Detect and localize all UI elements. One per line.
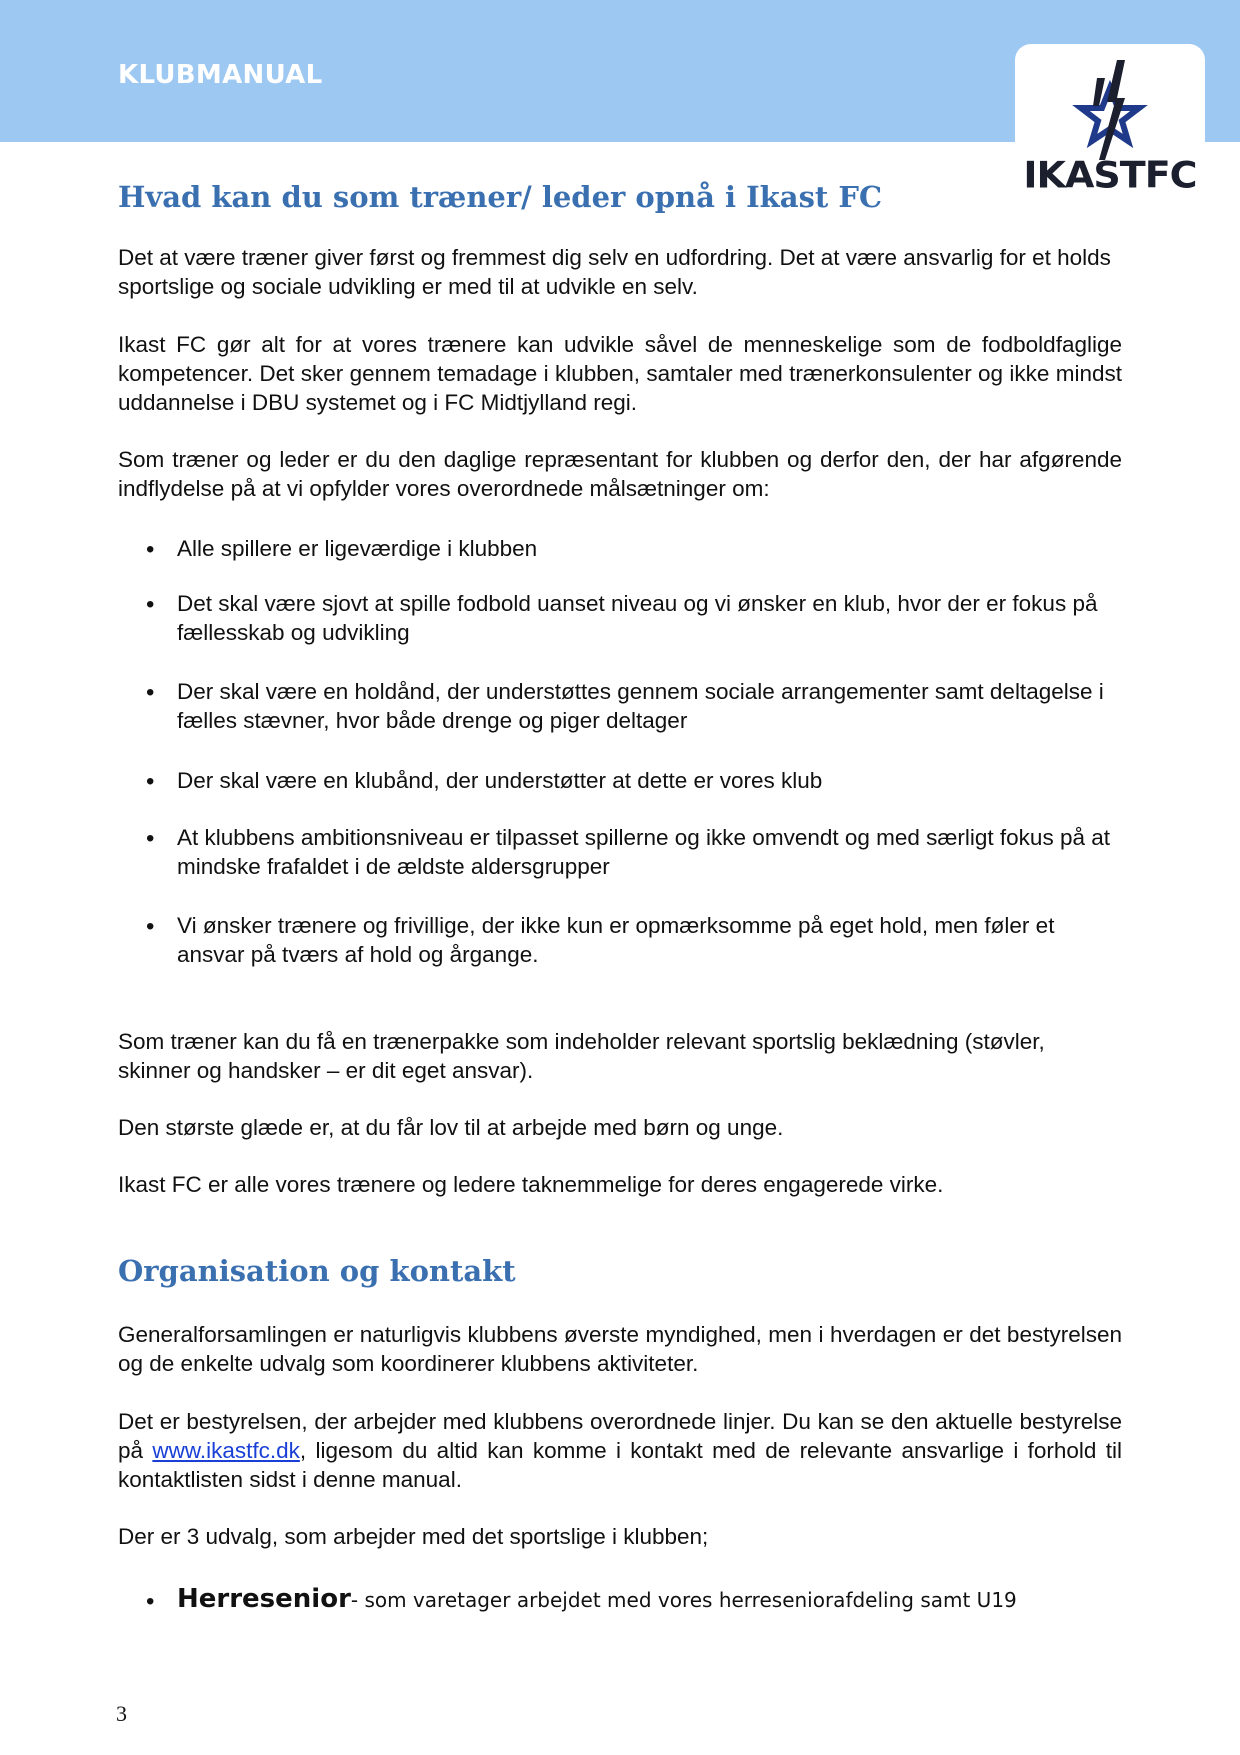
paragraph-general-assembly: Generalforsamlingen er naturligvis klubbens øverste myndighed, men i hverdagen er det bestyrelsen og de enkelte udvalg som koordinerer klubbens aktiviteter. bbox=[118, 1322, 1122, 1376]
committee-name: Herresenior bbox=[177, 1584, 351, 1614]
website-link[interactable]: www.ikastfc.dk bbox=[152, 1437, 300, 1463]
list-item: Det skal være sjovt at spille fodbold uanset niveau og vi ønsker en klub, hvor der er fokus på fællesskab og udvikling bbox=[177, 591, 1098, 645]
paragraph-thanks: Ikast FC er alle vores trænere og ledere taknemmelige for deres engagerede virke. bbox=[118, 1172, 944, 1197]
list-item: Vi ønsker trænere og frivillige, der ikke kun er opmærksomme på eget hold, men føler et ansvar på tværs af hold og årgange. bbox=[177, 913, 1055, 967]
paragraph-development: Ikast FC gør alt for at vores trænere kan udvikle såvel de menneskelige som de fodboldfaglige kompetencer. Det sker gennem temadage i klubben, samtaler med trænerkonsulenter og ikke mindst uddannelse i DBU systemet og i FC Midtjylland regi. bbox=[118, 332, 1122, 415]
bullet-marker: • bbox=[146, 825, 155, 852]
paragraph-joy: Den største glæde er, at du får lov til at arbejde med børn og unge. bbox=[118, 1115, 784, 1140]
committee-description: - som varetager arbejdet med vores herreseniorafdeling samt U19 bbox=[350, 1588, 1017, 1612]
bullet-marker: • bbox=[146, 591, 155, 618]
club-logo bbox=[1015, 44, 1205, 219]
star-emblem-icon bbox=[1055, 58, 1165, 162]
board-text-end: , ligesom du altid kan komme i kontakt med de relevante ansvarlige i forhold til kontaktlisten sidst i denne manual. bbox=[118, 1437, 1123, 1492]
list-item bbox=[177, 1584, 1137, 1614]
list-item: Der skal være en klubånd, der understøtter at dette er vores klub bbox=[177, 768, 823, 793]
bullet-marker: • bbox=[146, 768, 155, 795]
bullet-marker: • bbox=[146, 679, 155, 706]
section-heading-organisation: Organisation og kontakt bbox=[118, 1254, 516, 1288]
paragraph-committees: Der er 3 udvalg, som arbejder med det sportslige i klubben; bbox=[118, 1524, 709, 1549]
section-heading-trainer: Hvad kan du som træner/ leder opnå i Ikast FC bbox=[118, 180, 883, 214]
logo-wordmark: IKASTFC bbox=[1023, 154, 1197, 196]
list-item: Alle spillere er ligeværdige i klubben bbox=[177, 536, 538, 561]
board-text-start: Det er bestyrelsen, der arbejder med klubbens overordnede linjer. Du kan se den aktuelle bestyrelse på bbox=[118, 1409, 1122, 1463]
paragraph-trainer-pack: Som træner kan du få en trænerpakke som indeholder relevant sportslig beklædning (støvler, skinner og handsker – er dit eget ansvar). bbox=[118, 1029, 1045, 1083]
bullet-marker: • bbox=[146, 536, 155, 563]
bullet-marker: • bbox=[146, 913, 155, 940]
page-number: 3 bbox=[116, 1701, 127, 1726]
paragraph-representative: Som træner og leder er du den daglige repræsentant for klubben og derfor den, der har afgørende indflydelse på at vi opfylder vores overordnede målsætninger om: bbox=[118, 447, 1122, 501]
list-item: Der skal være en holdånd, der understøttes gennem sociale arrangementer samt deltagelse i fælles stævner, hvor både drenge og piger deltager bbox=[177, 679, 1104, 733]
document-header-title: KLUBMANUAL bbox=[118, 60, 323, 90]
paragraph-intro: Det at være træner giver først og fremmest dig selv en udfordring. Det at være ansvarlig for et holds sportslige og sociale udvikling er med til at udvikle en selv. bbox=[118, 245, 1111, 299]
paragraph-board bbox=[118, 1408, 1122, 1494]
list-item: At klubbens ambitionsniveau er tilpasset spillerne og ikke omvendt og med særligt fokus på at mindske frafaldet i de ældste aldersgrupper bbox=[177, 825, 1110, 879]
bullet-marker: • bbox=[146, 1588, 155, 1615]
